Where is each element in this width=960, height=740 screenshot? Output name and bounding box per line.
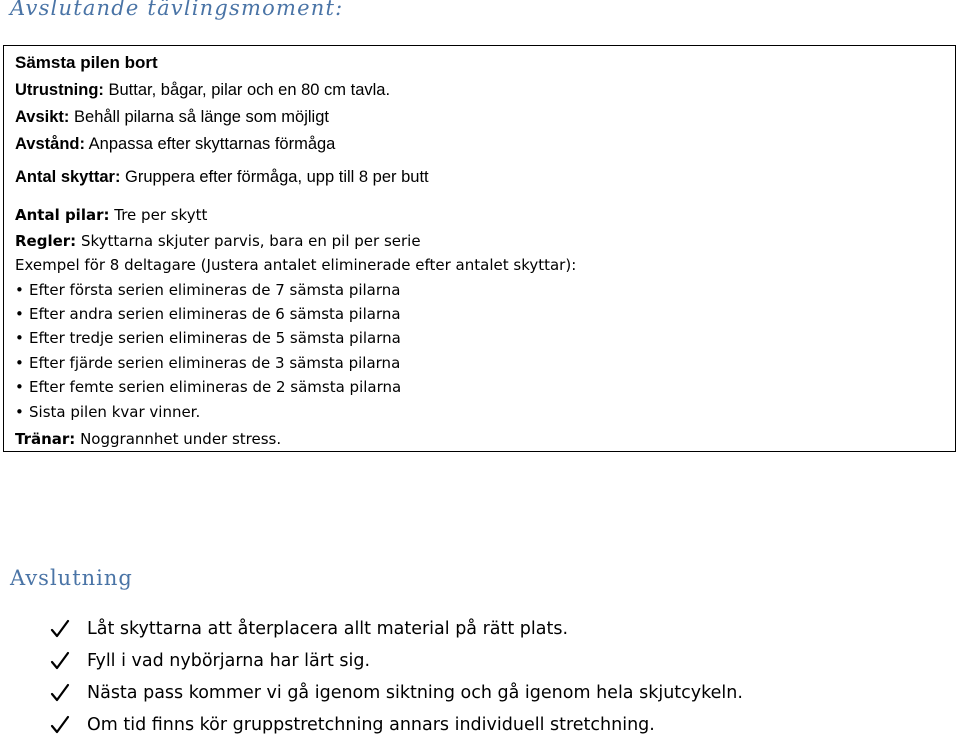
shooters-label: Antal skyttar: [15, 168, 121, 186]
distance-line [15, 134, 335, 154]
bullet-dot-icon: • [15, 281, 24, 299]
checkmark-icon [50, 682, 70, 704]
rules-line [15, 231, 421, 251]
rules-value: Skyttarna skjuter parvis, bara en pil per serie [76, 232, 421, 250]
example-line: Exempel för 8 deltagare (Justera antalet eliminerade efter antalet skyttar): [15, 256, 577, 274]
section-heading-final: Avslutande tävlingsmoment: [10, 0, 344, 20]
shooters-line [15, 167, 429, 187]
bullet-item: • Efter andra serien elimineras de 6 sämsta pilarna [15, 305, 401, 323]
bullet-dot-icon: • [15, 403, 24, 421]
checkmark-icon [50, 618, 70, 640]
purpose-value: Behåll pilarna så länge som möjligt [69, 108, 329, 126]
bullet-item: • Efter första serien elimineras de 7 sämsta pilarna [15, 281, 401, 299]
bullet-item: • Efter tredje serien elimineras de 5 sämsta pilarna [15, 329, 401, 347]
distance-label: Avstånd: [15, 135, 85, 153]
equipment-value: Buttar, bågar, pilar och en 80 cm tavla. [103, 81, 391, 99]
equipment-label: Utrustning: [15, 81, 104, 99]
bullet-dot-icon: • [15, 378, 24, 396]
arrows-line [15, 205, 207, 225]
trainer-line [15, 429, 281, 449]
exercise-box [3, 45, 956, 452]
equipment-line [15, 80, 390, 100]
bullet-dot-icon: • [15, 329, 24, 347]
exercise-title: Sämsta pilen bort [15, 53, 158, 72]
purpose-label: Avsikt: [15, 108, 70, 126]
trainer-label: Tränar: [15, 430, 76, 448]
bullet-dot-icon: • [15, 305, 24, 323]
checkmark-icon [50, 714, 70, 736]
rules-label: Regler: [15, 232, 77, 250]
checkmark-icon [50, 650, 70, 672]
bullet-dot-icon: • [15, 354, 24, 372]
arrows-label: Antal pilar: [15, 206, 110, 224]
bullet-item: • Efter fjärde serien elimineras de 3 sämsta pilarna [15, 354, 401, 372]
purpose-line [15, 107, 329, 127]
distance-value: Anpassa efter skyttarnas förmåga [84, 135, 336, 153]
bullet-item: • Sista pilen kvar vinner. [15, 403, 201, 421]
section-heading-closing: Avslutning [10, 566, 133, 590]
bullet-item: • Efter femte serien elimineras de 2 sämsta pilarna [15, 378, 402, 396]
shooters-value: Gruppera efter förmåga, upp till 8 per butt [120, 168, 429, 186]
trainer-value: Noggrannhet under stress. [75, 430, 282, 448]
arrows-value: Tre per skytt [109, 206, 208, 224]
